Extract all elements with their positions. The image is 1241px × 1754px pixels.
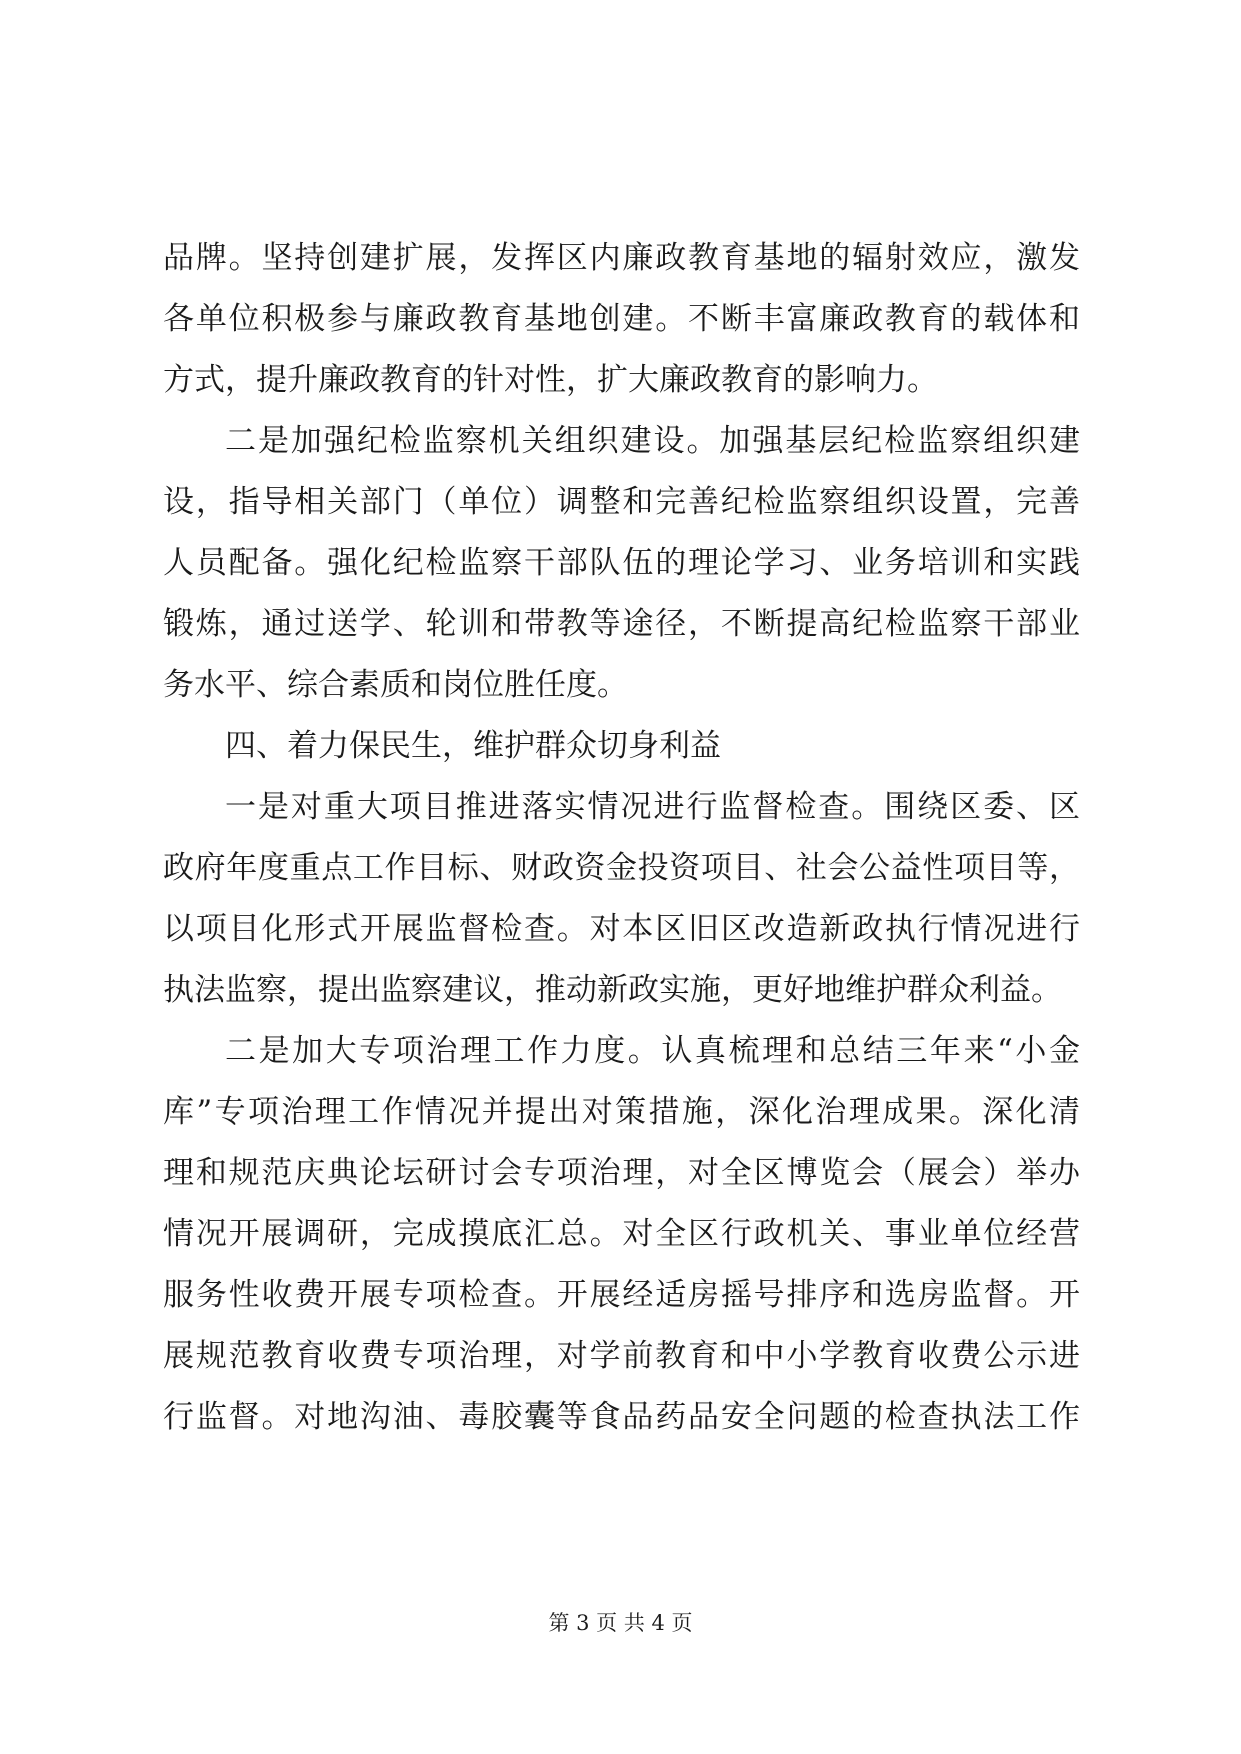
paragraph-line: 政府年度重点工作目标、财政资金投资项目、社会公益性项目等，	[163, 850, 1080, 886]
paragraph-line: 各单位积极参与廉政教育基地创建。不断丰富廉政教育的载体和	[163, 301, 1080, 337]
paragraph-line: 品牌。坚持创建扩展，发挥区内廉政教育基地的辐射效应，激发	[163, 240, 1080, 276]
paragraph-line: 锻炼，通过送学、轮训和带教等途径，不断提高纪检监察干部业	[163, 606, 1080, 642]
paragraph-line: 以项目化形式开展监督检查。对本区旧区改造新政执行情况进行	[163, 911, 1080, 947]
paragraph-line: 设，指导相关部门（单位）调整和完善纪检监察组织设置，完善	[163, 484, 1080, 520]
section-heading: 四、着力保民生，维护群众切身利益	[225, 728, 721, 764]
paragraph-line: 服务性收费开展专项检查。开展经适房摇号排序和选房监督。开	[163, 1277, 1080, 1313]
paragraph-line: 展规范教育收费专项治理，对学前教育和中小学教育收费公示进	[163, 1338, 1080, 1374]
paragraph-line: 一是对重大项目推进落实情况进行监督检查。围绕区委、区	[225, 789, 1080, 825]
page-number-footer: 第 3 页 共 4 页	[548, 1611, 693, 1635]
paragraph-line: 二是加强纪检监察机关组织建设。加强基层纪检监察组织建	[225, 423, 1080, 459]
paragraph-line: 理和规范庆典论坛研讨会专项治理，对全区博览会（展会）举办	[163, 1155, 1080, 1191]
paragraph-line: 人员配备。强化纪检监察干部队伍的理论学习、业务培训和实践	[163, 545, 1080, 581]
paragraph-line: 库”专项治理工作情况并提出对策措施，深化治理成果。深化清	[163, 1094, 1080, 1130]
paragraph-line: 行监督。对地沟油、毒胶囊等食品药品安全问题的检查执法工作	[163, 1399, 1080, 1435]
paragraph-line: 二是加大专项治理工作力度。认真梳理和总结三年来“小金	[225, 1033, 1080, 1069]
paragraph-line: 务水平、综合素质和岗位胜任度。	[163, 667, 628, 703]
paragraph-line: 情况开展调研，完成摸底汇总。对全区行政机关、事业单位经营	[163, 1216, 1080, 1252]
paragraph-line: 执法监察，提出监察建议，推动新政实施，更好地维护群众利益。	[163, 972, 1062, 1008]
paragraph-line: 方式，提升廉政教育的针对性，扩大廉政教育的影响力。	[163, 362, 938, 398]
